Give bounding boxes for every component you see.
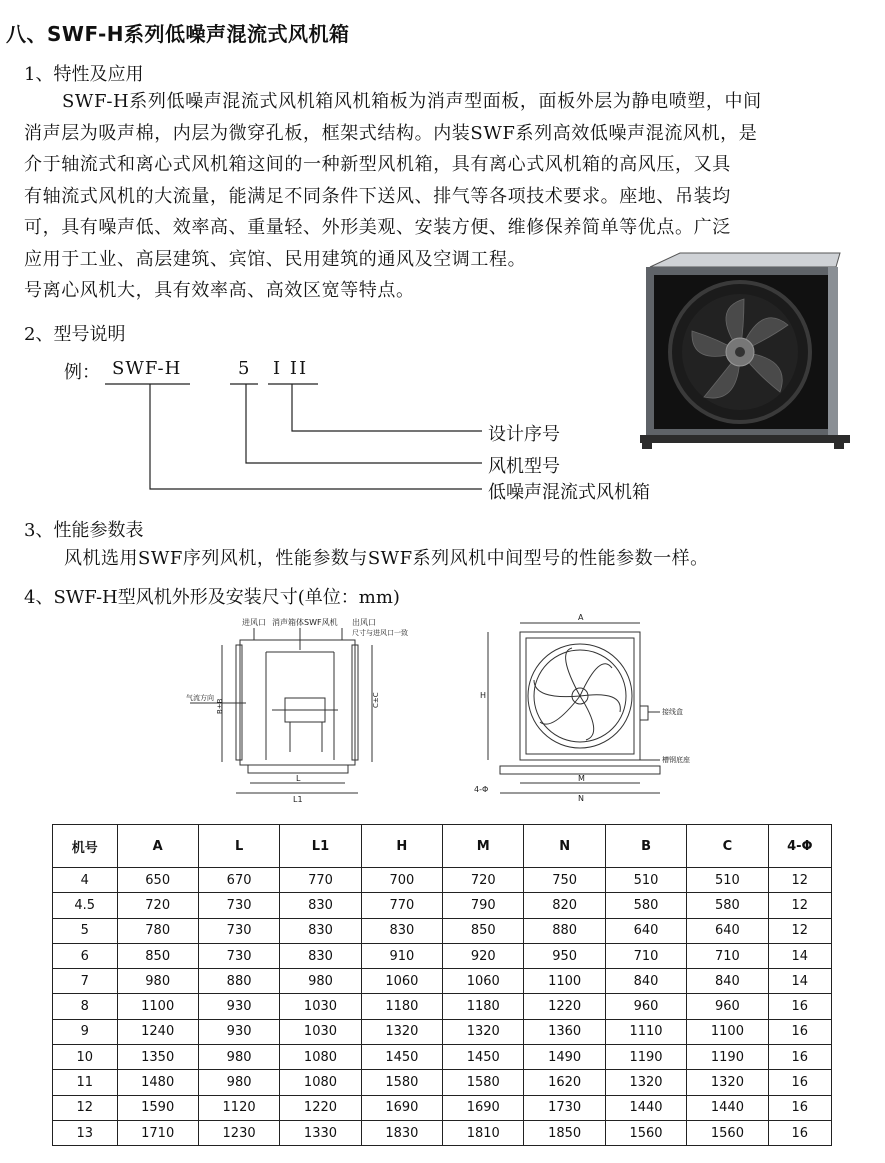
table-cell: 16 bbox=[768, 1045, 831, 1070]
column-header: B bbox=[605, 825, 686, 868]
label-outlet: 出风口 bbox=[352, 618, 376, 627]
label-dim-b: B±B bbox=[216, 698, 224, 714]
label-outlet-note: 尺寸与进风口一致 bbox=[352, 629, 408, 637]
table-cell: 1110 bbox=[605, 1019, 686, 1044]
label-base: 槽钢底座 bbox=[662, 756, 690, 764]
table-cell: 1850 bbox=[524, 1120, 605, 1145]
table-row bbox=[53, 893, 832, 918]
table-cell: 980 bbox=[280, 969, 361, 994]
table-cell: 1030 bbox=[280, 1019, 361, 1044]
table-cell: 510 bbox=[605, 868, 686, 893]
table-row bbox=[53, 918, 832, 943]
table-cell: 640 bbox=[605, 918, 686, 943]
table-cell: 920 bbox=[443, 943, 524, 968]
table-cell: 1690 bbox=[361, 1095, 442, 1120]
table-cell: 980 bbox=[198, 1045, 279, 1070]
table-header-row bbox=[53, 825, 832, 868]
label-airflow: 气流方向 bbox=[186, 694, 214, 702]
table-cell: 780 bbox=[117, 918, 198, 943]
table-cell: 730 bbox=[198, 918, 279, 943]
table-cell: 1810 bbox=[443, 1120, 524, 1145]
table-cell: 850 bbox=[117, 943, 198, 968]
column-header: N bbox=[524, 825, 605, 868]
table-cell: 1590 bbox=[117, 1095, 198, 1120]
table-cell: 1100 bbox=[117, 994, 198, 1019]
table-body bbox=[53, 868, 832, 1146]
table-row bbox=[53, 868, 832, 893]
table-cell: 1560 bbox=[605, 1120, 686, 1145]
column-header: A bbox=[117, 825, 198, 868]
table-cell: 10 bbox=[53, 1045, 118, 1070]
section-4-title: 4、SWF-H型风机外形及安装尺寸(单位：mm) bbox=[24, 587, 400, 608]
label-design-number: 设计序号 bbox=[488, 424, 560, 445]
table-cell: 1190 bbox=[687, 1045, 768, 1070]
table-cell: 730 bbox=[198, 943, 279, 968]
table-cell: 1450 bbox=[361, 1045, 442, 1070]
table-cell: 13 bbox=[53, 1120, 118, 1145]
column-header: 机号 bbox=[53, 825, 118, 868]
table-cell: 1080 bbox=[280, 1070, 361, 1095]
table-cell: 1180 bbox=[361, 994, 442, 1019]
table-cell: 4.5 bbox=[53, 893, 118, 918]
table-cell: 1240 bbox=[117, 1019, 198, 1044]
table-cell: 790 bbox=[443, 893, 524, 918]
label-inlet: 进风口 bbox=[242, 618, 266, 627]
table-cell: 880 bbox=[524, 918, 605, 943]
label-holes: 4-Φ bbox=[474, 785, 489, 794]
section-3-text: 风机选用SWF序列风机，性能参数与SWF系列风机中间型号的性能参数一样。 bbox=[64, 548, 709, 569]
code-series: SWF-H bbox=[112, 358, 182, 379]
table-cell: 510 bbox=[687, 868, 768, 893]
table-row bbox=[53, 943, 832, 968]
table-cell: 12 bbox=[53, 1095, 118, 1120]
table-cell: 1350 bbox=[117, 1045, 198, 1070]
table-row bbox=[53, 1070, 832, 1095]
table-cell: 670 bbox=[198, 868, 279, 893]
page-title: 八、SWF-H系列低噪声混流式风机箱 bbox=[6, 22, 350, 46]
para-line: SWF-H系列低噪声混流式风机箱风机箱板为消声型面板，面板外层为静电喷塑，中间 bbox=[62, 91, 762, 112]
table-cell: 930 bbox=[198, 1019, 279, 1044]
section-1-title: 1、特性及应用 bbox=[24, 64, 144, 85]
table-cell: 1220 bbox=[280, 1095, 361, 1120]
label-series: 低噪声混流式风机箱 bbox=[488, 482, 650, 503]
table-cell: 980 bbox=[117, 969, 198, 994]
table-cell: 1220 bbox=[524, 994, 605, 1019]
label-dim-h: H bbox=[480, 691, 487, 700]
table-cell: 830 bbox=[280, 893, 361, 918]
table-cell: 960 bbox=[687, 994, 768, 1019]
table-cell: 1450 bbox=[443, 1045, 524, 1070]
section-3-title: 3、性能参数表 bbox=[24, 520, 144, 541]
table-cell: 7 bbox=[53, 969, 118, 994]
table-cell: 710 bbox=[687, 943, 768, 968]
table-row bbox=[53, 1019, 832, 1044]
para-line: 介于轴流式和离心式风机箱这间的一种新型风机箱，具有离心式风机箱的高风压，又具 bbox=[24, 154, 731, 175]
column-header: M bbox=[443, 825, 524, 868]
table-cell: 650 bbox=[117, 868, 198, 893]
column-header: C bbox=[687, 825, 768, 868]
para-line: 应用于工业、高层建筑、宾馆、民用建筑的通风及空调工程。 bbox=[24, 248, 527, 270]
table-cell: 1690 bbox=[443, 1095, 524, 1120]
para-line: 消声层为吸声棉，内层为微穿孔板，框架式结构。内装SWF系列高效低噪声混流风机，是 bbox=[24, 122, 758, 144]
table-cell: 830 bbox=[361, 918, 442, 943]
table-cell: 830 bbox=[280, 943, 361, 968]
table-cell: 950 bbox=[524, 943, 605, 968]
table-row bbox=[53, 1045, 832, 1070]
table-row bbox=[53, 969, 832, 994]
table-cell: 720 bbox=[443, 868, 524, 893]
table-row bbox=[53, 1095, 832, 1120]
table-row bbox=[53, 994, 832, 1019]
table-cell: 1330 bbox=[280, 1120, 361, 1145]
table-cell: 1190 bbox=[605, 1045, 686, 1070]
example-label: 例： bbox=[64, 362, 100, 383]
table-cell: 16 bbox=[768, 1095, 831, 1120]
table-cell: 5 bbox=[53, 918, 118, 943]
table-cell: 930 bbox=[198, 994, 279, 1019]
table-cell: 9 bbox=[53, 1019, 118, 1044]
code-number: 5 bbox=[238, 358, 250, 379]
column-header: 4-Φ bbox=[768, 825, 831, 868]
dimension-table bbox=[52, 824, 832, 1146]
label-dim-l: L bbox=[296, 774, 301, 783]
para-line: 可，具有噪声低、效率高、重量轻、外形美观、安装方便、维修保养简单等优点。广泛 bbox=[24, 217, 731, 238]
table-cell: 16 bbox=[768, 1120, 831, 1145]
table-cell: 1320 bbox=[361, 1019, 442, 1044]
table-cell: 770 bbox=[280, 868, 361, 893]
table-cell: 1580 bbox=[443, 1070, 524, 1095]
table-cell: 16 bbox=[768, 1019, 831, 1044]
table-cell: 1180 bbox=[443, 994, 524, 1019]
table-cell: 14 bbox=[768, 969, 831, 994]
table-cell: 1440 bbox=[687, 1095, 768, 1120]
table-cell: 960 bbox=[605, 994, 686, 1019]
table-cell: 1100 bbox=[687, 1019, 768, 1044]
table-cell: 1710 bbox=[117, 1120, 198, 1145]
label-dim-a: A bbox=[578, 613, 584, 622]
table-cell: 4 bbox=[53, 868, 118, 893]
table-cell: 880 bbox=[198, 969, 279, 994]
table-cell: 1320 bbox=[605, 1070, 686, 1095]
table-cell: 1490 bbox=[524, 1045, 605, 1070]
label-fan-body: 消声箱体SWF风机 bbox=[272, 618, 338, 627]
table-cell: 1100 bbox=[524, 969, 605, 994]
table-cell: 1060 bbox=[361, 969, 442, 994]
label-dim-m: M bbox=[578, 774, 585, 783]
table-cell: 1080 bbox=[280, 1045, 361, 1070]
label-model-number: 风机型号 bbox=[488, 456, 560, 477]
table-cell: 840 bbox=[605, 969, 686, 994]
table-row bbox=[53, 1120, 832, 1145]
table-cell: 580 bbox=[687, 893, 768, 918]
table-cell: 1830 bbox=[361, 1120, 442, 1145]
table-cell: 12 bbox=[768, 893, 831, 918]
table-cell: 1440 bbox=[605, 1095, 686, 1120]
table-cell: 840 bbox=[687, 969, 768, 994]
column-header: H bbox=[361, 825, 442, 868]
column-header: L1 bbox=[280, 825, 361, 868]
table-cell: 12 bbox=[768, 868, 831, 893]
table-cell: 1730 bbox=[524, 1095, 605, 1120]
table-cell: 710 bbox=[605, 943, 686, 968]
table-cell: 1320 bbox=[443, 1019, 524, 1044]
label-junction-box: 接线盒 bbox=[662, 708, 683, 716]
table-cell: 8 bbox=[53, 994, 118, 1019]
table-cell: 1320 bbox=[687, 1070, 768, 1095]
para-line: 号离心风机大，具有效率高、高效区宽等特点。 bbox=[24, 280, 415, 301]
para-line: 有轴流式风机的大流量，能满足不同条件下送风、排气等各项技术要求。座地、吊装均 bbox=[24, 185, 731, 207]
table-cell: 820 bbox=[524, 893, 605, 918]
table-cell: 1580 bbox=[361, 1070, 442, 1095]
table-cell: 1360 bbox=[524, 1019, 605, 1044]
table-cell: 16 bbox=[768, 1070, 831, 1095]
table-cell: 700 bbox=[361, 868, 442, 893]
table-cell: 1120 bbox=[198, 1095, 279, 1120]
table-cell: 720 bbox=[117, 893, 198, 918]
label-dim-l1: L1 bbox=[293, 795, 303, 804]
table-cell: 1560 bbox=[687, 1120, 768, 1145]
section-2-title: 2、型号说明 bbox=[24, 324, 126, 345]
table-cell: 640 bbox=[687, 918, 768, 943]
table-cell: 1480 bbox=[117, 1070, 198, 1095]
table-cell: 6 bbox=[53, 943, 118, 968]
table-cell: 14 bbox=[768, 943, 831, 968]
table-cell: 750 bbox=[524, 868, 605, 893]
label-dim-c: C±C bbox=[372, 692, 380, 708]
table-cell: 830 bbox=[280, 918, 361, 943]
table-cell: 11 bbox=[53, 1070, 118, 1095]
code-design: I II bbox=[273, 358, 309, 379]
table-cell: 980 bbox=[198, 1070, 279, 1095]
table-cell: 1620 bbox=[524, 1070, 605, 1095]
table-cell: 730 bbox=[198, 893, 279, 918]
table-cell: 850 bbox=[443, 918, 524, 943]
table-cell: 910 bbox=[361, 943, 442, 968]
column-header: L bbox=[198, 825, 279, 868]
label-dim-n: N bbox=[578, 794, 584, 803]
table-cell: 580 bbox=[605, 893, 686, 918]
table-cell: 1230 bbox=[198, 1120, 279, 1145]
table-cell: 770 bbox=[361, 893, 442, 918]
table-cell: 16 bbox=[768, 994, 831, 1019]
table-cell: 12 bbox=[768, 918, 831, 943]
table-cell: 1060 bbox=[443, 969, 524, 994]
table-cell: 1030 bbox=[280, 994, 361, 1019]
